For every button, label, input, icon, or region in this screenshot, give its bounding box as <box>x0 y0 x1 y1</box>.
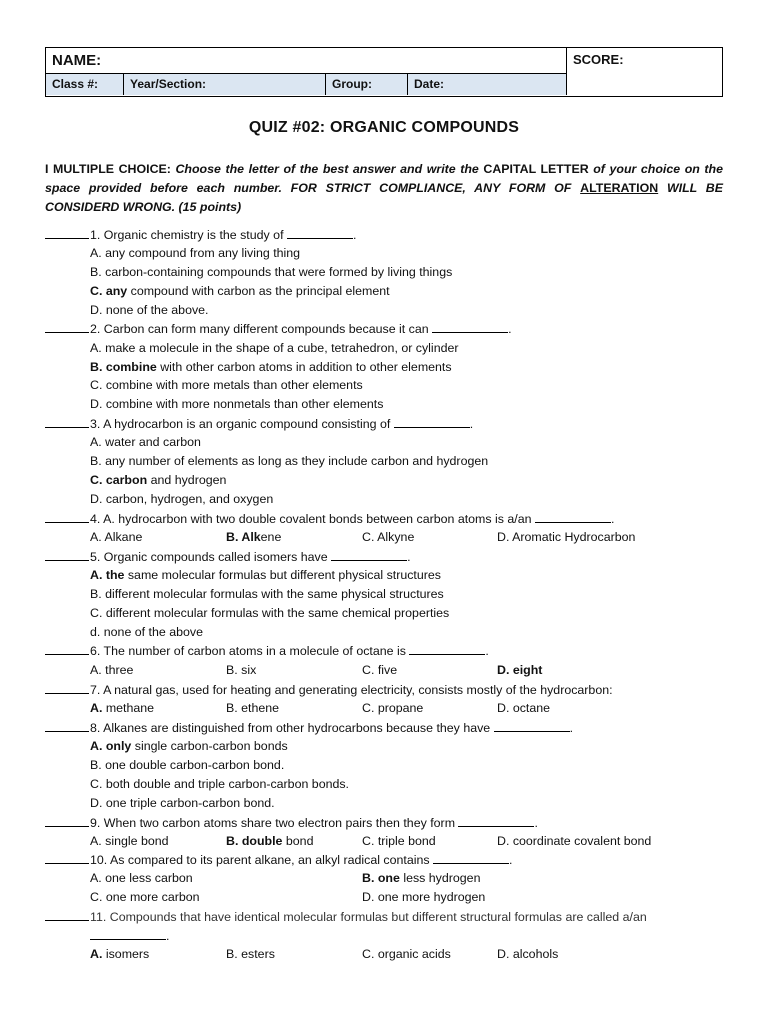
q5-option-d: d. none of the above <box>90 625 203 639</box>
q1-option-c <box>90 284 390 298</box>
q11-option-a-text: isomers <box>102 947 150 961</box>
question-7-stem: 7. A natural gas, used for heating and generating electricity, consists mostly of the hydrocarbon: <box>90 683 613 697</box>
info-row <box>46 74 567 95</box>
q10-option-d: D. one more hydrogen <box>362 890 486 904</box>
q11-option-c: C. organic acids <box>362 947 451 961</box>
q11-option-a <box>90 947 149 961</box>
answer-blank-3[interactable] <box>45 416 89 428</box>
q7-option-a-text: methane <box>102 701 155 715</box>
q7-option-c: C. propane <box>362 701 424 715</box>
page-title: QUIZ #02: ORGANIC COMPOUNDS <box>248 119 520 136</box>
q3-option-d: D. carbon, hydrogen, and oxygen <box>90 492 274 506</box>
q11-option-d: D. alcohols <box>497 947 559 961</box>
date-field[interactable] <box>408 74 565 95</box>
year-section-field[interactable] <box>124 74 326 95</box>
q3-option-c-text: and hydrogen <box>147 473 227 487</box>
q5-option-b: B. different molecular formulas with the same physical structures <box>90 587 444 601</box>
q3-option-b: B. any number of elements as long as they include carbon and hydrogen <box>90 454 489 468</box>
instructions-part3: WILL BE CONSIDERD WRONG. (15 points) <box>45 181 723 214</box>
q9-option-b <box>226 834 313 848</box>
q9-option-b-text: bond <box>282 834 314 848</box>
q8-option-a-bold: A. only <box>90 739 132 753</box>
question-11 <box>45 909 647 924</box>
question-11-continued <box>90 928 169 943</box>
instructions-caps: CAPITAL LETTER <box>483 162 589 176</box>
q8-option-b: B. one double carbon-carbon bond. <box>90 758 285 772</box>
q1-option-c-bold: C. any <box>90 284 128 298</box>
fill-blank <box>494 720 570 732</box>
question-3 <box>45 416 473 431</box>
score-field[interactable] <box>567 48 722 95</box>
answer-blank-4[interactable] <box>45 511 89 523</box>
q2-option-a: A. make a molecule in the shape of a cube, tetrahedron, or cylinder <box>90 341 459 355</box>
group-label: Group: <box>332 77 372 91</box>
q5-option-a <box>90 568 441 582</box>
q9-option-b-bold: B. double <box>226 834 283 848</box>
q8-option-a <box>90 739 288 753</box>
question-7 <box>45 682 613 697</box>
q3-option-c <box>90 473 226 487</box>
question-end: . <box>508 322 512 336</box>
answer-blank-1[interactable] <box>45 227 89 239</box>
q4-option-b <box>226 530 281 544</box>
q4-option-b-text: ene <box>260 530 282 544</box>
q10-option-b-text: less hydrogen <box>399 871 481 885</box>
q2-option-c: C. combine with more metals than other elements <box>90 378 363 392</box>
question-8-stem: 8. Alkanes are distinguished from other hydrocarbons because they have <box>90 721 494 735</box>
question-4-stem: 4. A. hydrocarbon with two double covalent bonds between carbon atoms is a/an <box>90 512 535 526</box>
q11-option-b: B. esters <box>226 947 275 961</box>
answer-blank-6[interactable] <box>45 643 89 655</box>
answer-blank-11[interactable] <box>45 909 89 921</box>
q10-option-c: C. one more carbon <box>90 890 200 904</box>
q4-option-c: C. Alkyne <box>362 530 415 544</box>
q6-option-d: D. eight <box>497 663 543 677</box>
fill-blank <box>394 416 470 428</box>
class-label: Class #: <box>52 77 99 91</box>
q9-option-d: D. coordinate covalent bond <box>497 834 652 848</box>
q7-option-a <box>90 701 154 715</box>
score-label: SCORE: <box>573 52 624 67</box>
q1-option-b: B. carbon-containing compounds that were formed by living things <box>90 265 453 279</box>
group-field[interactable] <box>326 74 408 95</box>
question-2-stem: 2. Carbon can form many different compounds because it can <box>90 322 433 336</box>
q1-option-a: A. any compound from any living thing <box>90 246 301 260</box>
q6-option-b: B. six <box>226 663 257 677</box>
fill-blank <box>409 643 485 655</box>
q9-option-a: A. single bond <box>90 834 169 848</box>
question-3-stem: 3. A hydrocarbon is an organic compound consisting of <box>90 417 394 431</box>
q2-option-d: D. combine with more nonmetals than other elements <box>90 397 384 411</box>
question-5 <box>45 549 411 564</box>
q7-option-a-bold: A. <box>90 701 103 715</box>
instructions-part2: of your choice on the space provided before each number. FOR STRICT COMPLIANCE, ANY FORM OF <box>45 162 723 195</box>
question-4 <box>45 511 614 526</box>
question-end: . <box>407 550 411 564</box>
q3-option-c-bold: C. carbon <box>90 473 148 487</box>
question-9-stem: 9. When two carbon atoms share two electron pairs then they form <box>90 816 459 830</box>
q4-option-b-bold: B. Alk <box>226 530 261 544</box>
q4-option-d: D. Aromatic Hydrocarbon <box>497 530 636 544</box>
q5-option-c: C. different molecular formulas with the same chemical properties <box>90 606 450 620</box>
question-5-stem: 5. Organic compounds called isomers have <box>90 550 332 564</box>
q9-option-c: C. triple bond <box>362 834 436 848</box>
q4-option-a: A. Alkane <box>90 530 143 544</box>
q2-option-b <box>90 360 452 374</box>
date-label: Date: <box>414 77 445 91</box>
question-end: . <box>569 721 574 735</box>
question-10-stem: 10. As compared to its parent alkane, an alkyl radical contains <box>90 853 433 867</box>
q10-option-a: A. one less carbon <box>90 871 193 885</box>
answer-blank-8[interactable] <box>45 720 89 732</box>
fill-blank <box>331 549 407 561</box>
question-2 <box>45 321 512 336</box>
answer-blank-10[interactable] <box>45 852 89 864</box>
q10-option-b-bold: B. one <box>362 871 400 885</box>
question-6 <box>45 643 489 658</box>
fill-blank <box>287 227 353 239</box>
fill-blank <box>432 321 508 333</box>
class-field[interactable] <box>46 74 124 95</box>
q5-option-a-bold: A. the <box>90 568 125 582</box>
q6-option-a: A. three <box>90 663 134 677</box>
fill-blank <box>433 852 509 864</box>
question-8 <box>45 720 573 735</box>
instructions-part1: Choose the letter of the best answer and write the <box>170 162 484 176</box>
instructions <box>45 160 723 217</box>
question-1 <box>45 227 356 242</box>
question-end: . <box>485 644 489 658</box>
year-section-label: Year/Section: <box>130 77 207 91</box>
question-end: . <box>509 853 513 867</box>
answer-blank-7[interactable] <box>45 682 89 694</box>
q7-option-d: D. octane <box>497 701 551 715</box>
question-end: . <box>166 929 170 943</box>
answer-blank-5[interactable] <box>45 549 89 561</box>
q2-option-b-bold: B. combine <box>90 360 157 374</box>
q1-option-d: D. none of the above. <box>90 303 209 317</box>
question-9 <box>45 815 538 830</box>
q8-option-a-text: single carbon-carbon bonds <box>131 739 288 753</box>
fill-blank <box>535 511 611 523</box>
question-6-stem: 6. The number of carbon atoms in a molecule of octane is <box>90 644 410 658</box>
q3-option-a: A. water and carbon <box>90 435 201 449</box>
question-end: . <box>610 512 615 526</box>
question-10 <box>45 852 512 867</box>
q6-option-c: C. five <box>362 663 398 677</box>
question-end: . <box>469 417 474 431</box>
name-field[interactable] <box>46 48 567 74</box>
question-11-stem: 11. Compounds that have identical molecular formulas but different structural formulas are called a/an <box>90 910 647 924</box>
fill-blank <box>90 928 166 940</box>
q1-option-c-text: compound with carbon as the principal element <box>127 284 390 298</box>
instructions-lead: I MULTIPLE CHOICE: <box>45 162 171 176</box>
q5-option-a-text: same molecular formulas but different physical structures <box>124 568 441 582</box>
question-end: . <box>352 228 357 242</box>
header-table <box>45 47 723 97</box>
answer-blank-2[interactable] <box>45 321 89 333</box>
q8-option-d: D. one triple carbon-carbon bond. <box>90 796 275 810</box>
q2-option-b-text: with other carbon atoms in addition to other elements <box>156 360 452 374</box>
fill-blank <box>458 815 534 827</box>
q7-option-b: B. ethene <box>226 701 280 715</box>
q10-option-b <box>362 871 480 885</box>
q11-option-a-bold: A. <box>90 947 103 961</box>
q8-option-c: C. both double and triple carbon-carbon bonds. <box>90 777 349 791</box>
answer-blank-9[interactable] <box>45 815 89 827</box>
instructions-alteration: ALTERATION <box>580 181 659 195</box>
question-1-stem: 1. Organic chemistry is the study of <box>90 228 287 242</box>
name-label: NAME: <box>52 52 102 69</box>
question-end: . <box>534 816 538 830</box>
